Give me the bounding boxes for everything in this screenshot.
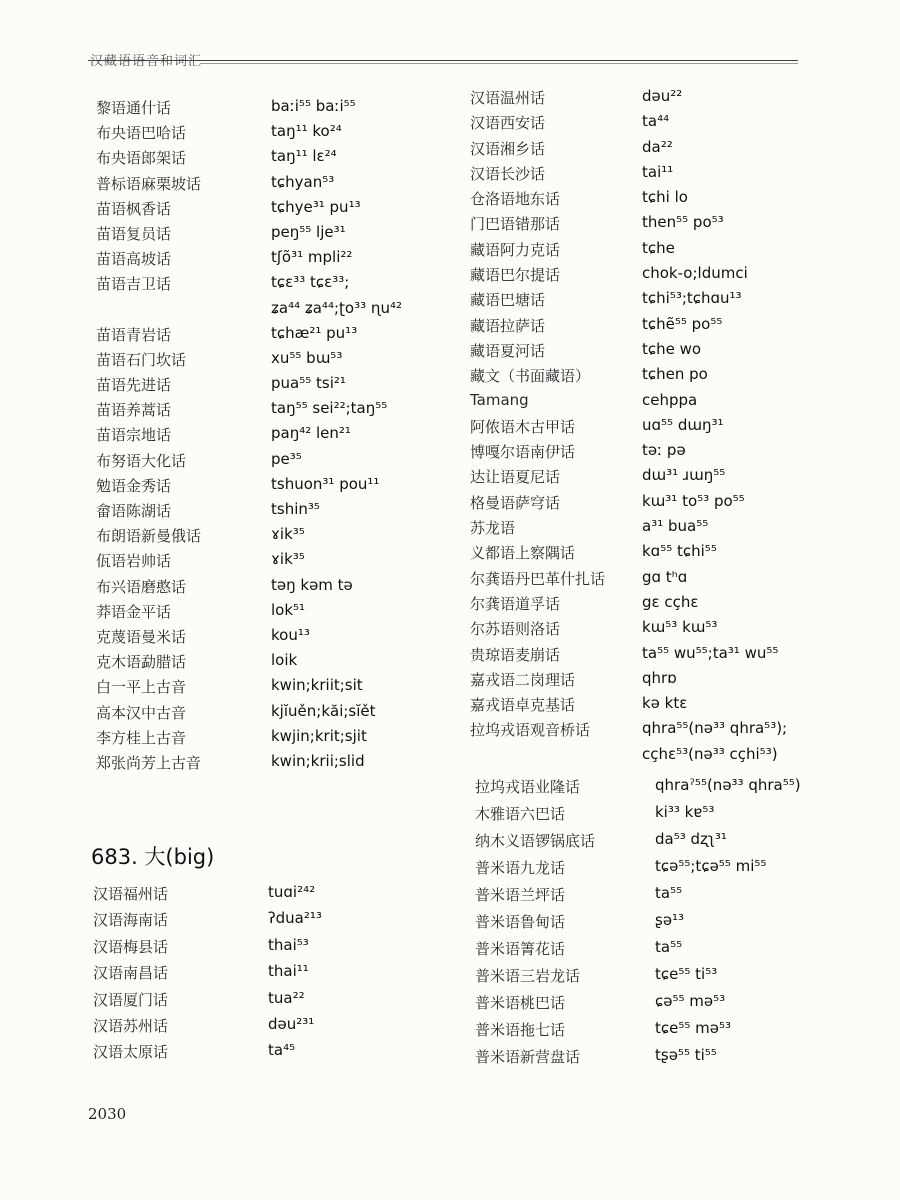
language-name: 普米语三岩龙话 (475, 967, 581, 985)
word-form: ki³³ kɐ⁵³ (655, 803, 715, 821)
entry-row (96, 450, 436, 475)
entry-row (470, 492, 850, 517)
word-form: taŋ⁵⁵ sei²²;taŋ⁵⁵ (271, 399, 388, 418)
entry-row (470, 517, 850, 542)
word-form: dɯ³¹ ɹɯŋ⁵⁵ (642, 466, 726, 485)
language-name: 博嘎尔语南伊话 (470, 443, 576, 462)
entry-row (475, 965, 855, 992)
entry-row (470, 188, 850, 213)
left-column-lower (93, 883, 433, 1068)
word-form: tɕhi lo (642, 188, 688, 207)
entry-row (475, 803, 855, 830)
language-name: 汉语福州话 (93, 885, 169, 903)
language-name: 仓洛语地东话 (470, 190, 561, 209)
language-name: 汉语湘乡话 (470, 139, 546, 158)
word-form: tɕhæ²¹ pu¹³ (271, 323, 358, 342)
entry-row (475, 884, 855, 911)
language-name: 普米语箐花话 (475, 940, 566, 958)
language-name: 尔龚语丹巴革什扎话 (470, 569, 606, 588)
word-form: ɕə⁵⁵ mə⁵³ (655, 992, 726, 1010)
language-name: 克木语勐腊话 (96, 653, 187, 672)
word-form: taŋ¹¹ ko²⁴ (271, 122, 342, 141)
entry-row (96, 173, 436, 198)
language-name: 汉语南昌话 (93, 964, 169, 983)
language-name: 畲语陈湖话 (96, 502, 172, 520)
language-name: 苏龙语 (470, 519, 516, 538)
word-form: tʂə⁵⁵ ti⁵⁵ (655, 1046, 717, 1064)
entry-row (475, 1019, 855, 1046)
entry-row (93, 962, 433, 988)
entry-row (470, 719, 850, 744)
header-rule-secondary (200, 63, 798, 64)
language-name: 苗语宗地话 (96, 426, 172, 445)
language-name: 藏文（书面藏语） (470, 367, 591, 386)
word-form: ta⁵⁵ wu⁵⁵;ta³¹ wu⁵⁵ (642, 643, 779, 662)
language-name: 布央语巴哈话 (96, 124, 187, 143)
entry-row (96, 299, 436, 324)
entry-row (96, 550, 436, 575)
entry-row (96, 399, 436, 424)
word-form: ta⁴⁴ (642, 112, 670, 131)
language-name: 嘉戎语二岗理话 (470, 670, 576, 689)
word-form: gɑ tʰɑ (642, 567, 688, 586)
entry-row (470, 669, 850, 694)
entry-row (96, 576, 436, 601)
word-form: taŋ¹¹ lɛ²⁴ (271, 147, 337, 166)
entry-row (470, 568, 850, 593)
language-name: 贵琼语麦崩话 (470, 645, 561, 664)
language-name: 普米语新营盘话 (475, 1048, 581, 1066)
word-form: tɕɛ³³ tɕɛ³³; (271, 273, 350, 292)
word-form: a³¹ bua⁵⁵ (642, 517, 709, 536)
language-name: 拉坞戎语观音桥话 (470, 721, 591, 740)
entry-row (96, 601, 436, 626)
word-form: təː pə (642, 441, 686, 460)
language-name: 普米语鲁甸话 (475, 913, 566, 931)
entry-row (96, 248, 436, 273)
word-form: tɕhye³¹ pu¹³ (271, 197, 361, 216)
entry-row (470, 289, 850, 314)
entry-row (93, 936, 433, 962)
language-name: 汉语苏州话 (93, 1016, 169, 1035)
page-number: 2030 (88, 1105, 127, 1123)
language-name: 纳木义语锣锅底话 (475, 832, 596, 850)
word-form: tuɑi²⁴² (268, 883, 316, 901)
language-name: 白一平上古音 (96, 678, 187, 697)
language-name: 苗语石门坎话 (96, 350, 187, 369)
entry-row (475, 857, 855, 884)
entry-row (96, 324, 436, 349)
word-form: ta⁴⁵ (268, 1041, 296, 1060)
word-form: ta⁵⁵ (655, 884, 683, 902)
word-form: qhraˀ⁵⁵(nə³³ qhra⁵⁵) (655, 776, 801, 794)
word-form: tɕhe (642, 238, 675, 257)
word-form: tɕhi⁵³;tɕhɑu¹³ (642, 289, 742, 308)
language-name: 苗语高坡话 (96, 250, 172, 269)
entry-row (470, 416, 850, 441)
language-name: 藏语巴塘话 (470, 291, 546, 310)
entry-row (470, 239, 850, 264)
language-name: 高本汉中古音 (96, 703, 187, 722)
word-form: dəu²³¹ (268, 1014, 315, 1033)
language-name: 藏语夏河话 (470, 341, 546, 360)
word-form: tai¹¹ (642, 162, 674, 181)
word-form: cçhɛ⁵³(nə³³ cçhi⁵³) (642, 744, 778, 763)
word-form: kɯ⁵³ kɯ⁵³ (642, 618, 718, 637)
entry-row (96, 500, 436, 525)
entry-row (470, 593, 850, 618)
word-form: tɕhe wo (642, 339, 702, 358)
entry-row (96, 702, 436, 727)
language-name: 格曼语萨穹话 (470, 493, 561, 512)
language-name: 苗语复员话 (96, 224, 172, 243)
word-form: paŋ⁴² len²¹ (271, 424, 351, 443)
entry-row (470, 340, 850, 365)
language-name: 普标语麻栗坡话 (96, 174, 202, 193)
word-form: tɕhyan⁵³ (271, 172, 335, 191)
right-column-lower (475, 776, 855, 1073)
language-name: 莽语金平话 (96, 602, 172, 621)
entry-row (470, 163, 850, 188)
entry-row (96, 198, 436, 223)
entry-row (470, 87, 850, 112)
language-name: 汉语太原话 (93, 1043, 169, 1062)
entry-row (96, 349, 436, 374)
entry-row (96, 374, 436, 399)
section-title: 683. 大(big) (91, 845, 215, 869)
language-name: 勉语金秀话 (96, 476, 172, 495)
word-form: kou¹³ (271, 625, 310, 644)
word-form: da⁵³ dʐʅ³¹ (655, 830, 727, 848)
entry-row (470, 138, 850, 163)
word-form: xu⁵⁵ bɯ⁵³ (271, 348, 343, 367)
entry-row (470, 618, 850, 643)
entry-row (96, 273, 436, 298)
language-name: 苗语先进话 (96, 376, 172, 395)
language-name: 普米语拖七话 (475, 1021, 566, 1039)
language-name: 门巴语错那话 (470, 215, 561, 234)
word-form: kwjin;krit;sjit (271, 726, 367, 745)
word-form: pe³⁵ (271, 449, 302, 468)
entry-row (470, 542, 850, 567)
word-form: cehppa (642, 390, 698, 409)
language-name: 汉语温州话 (470, 89, 546, 107)
entry-row (96, 122, 436, 147)
language-name: 拉坞戎语业隆话 (475, 778, 581, 796)
language-name: 义都语上察隅话 (470, 544, 576, 563)
word-form: kwin;krii;slid (271, 751, 365, 770)
entry-row (475, 776, 855, 803)
language-name: 藏语巴尔提话 (470, 266, 561, 285)
language-name: 黎语通什话 (96, 99, 172, 117)
word-form: təŋ kəm tə (271, 575, 353, 594)
entry-row (96, 147, 436, 172)
word-form: lok⁵¹ (271, 600, 306, 619)
word-form: kɯ³¹ to⁵³ po⁵⁵ (642, 491, 745, 510)
word-form: loik (271, 651, 298, 670)
word-form: tshin³⁵ (271, 500, 320, 518)
entry-row (93, 909, 433, 935)
right-column (470, 87, 850, 770)
entry-row (93, 989, 433, 1015)
language-name: 佤语岩帅话 (96, 552, 172, 571)
entry-row (96, 651, 436, 676)
language-name: 苗语吉卫话 (96, 275, 172, 294)
word-form: kwin;kriit;sit (271, 676, 363, 695)
word-form: ɤik³⁵ (271, 550, 305, 569)
entry-row (470, 745, 850, 770)
language-name: 苗语养蒿话 (96, 401, 172, 420)
word-form: tɕhẽ⁵⁵ po⁵⁵ (642, 314, 723, 333)
entry-row (96, 727, 436, 752)
entry-row (470, 112, 850, 137)
language-name: 普米语桃巴话 (475, 994, 566, 1012)
entry-row (96, 752, 436, 777)
word-form: ɤik³⁵ (271, 525, 305, 544)
entry-row (470, 441, 850, 466)
entry-row (96, 424, 436, 449)
language-name: 普米语兰坪话 (475, 886, 566, 904)
entry-row (96, 223, 436, 248)
language-name: 布央语郎架话 (96, 149, 187, 168)
entry-row (470, 466, 850, 491)
word-form: tɕe⁵⁵ ti⁵³ (655, 965, 718, 983)
language-name: 嘉戎语卓克基话 (470, 696, 576, 715)
word-form: kɑ⁵⁵ tɕhi⁵⁵ (642, 542, 717, 561)
language-name: 达让语夏尼话 (470, 468, 561, 487)
word-form: baːi⁵⁵ baːi⁵⁵ (271, 97, 356, 115)
entry-row (475, 911, 855, 938)
language-name: Tamang (470, 390, 529, 409)
word-form: tshuon³¹ pou¹¹ (271, 474, 380, 493)
language-name: 克蔑语曼米话 (96, 627, 187, 646)
word-form: tʃõ³¹ mpli²² (271, 248, 353, 267)
word-form: tɕe⁵⁵ mə⁵³ (655, 1019, 732, 1037)
language-name: 汉语海南话 (93, 911, 169, 930)
language-name: 苗语青岩话 (96, 325, 172, 344)
language-name: 尔龚语道孚话 (470, 594, 561, 613)
word-form: pua⁵⁵ tsi²¹ (271, 374, 346, 393)
word-form: ta⁵⁵ (655, 938, 683, 956)
word-form: qhra⁵⁵(nə³³ qhra⁵³); (642, 719, 788, 738)
word-form: da²² (642, 137, 673, 156)
entry-row (475, 1046, 855, 1073)
entry-row (475, 938, 855, 965)
language-name: 木雅语六巴话 (475, 805, 566, 823)
entry-row (93, 1041, 433, 1067)
entry-row (470, 391, 850, 416)
header-rule (88, 60, 798, 61)
word-form: ʑa⁴⁴ ʑa⁴⁴;ʈo³³ ɳu⁴² (271, 298, 403, 317)
word-form: gɛ cçhɛ (642, 592, 699, 611)
entry-row (96, 97, 436, 122)
entry-row (475, 830, 855, 857)
language-name: 汉语西安话 (470, 114, 546, 133)
word-form: chok-o;ldumci (642, 264, 748, 283)
language-name: 汉语长沙话 (470, 164, 546, 183)
word-form: then⁵⁵ po⁵³ (642, 213, 724, 232)
language-name: 郑张尚芳上古音 (96, 753, 202, 772)
entry-row (96, 525, 436, 550)
language-name: 藏语阿力克话 (470, 240, 561, 259)
language-name: 普米语九龙话 (475, 859, 566, 877)
language-name: 布兴语磨憨话 (96, 577, 187, 596)
word-form: tua²² (268, 988, 305, 1007)
left-column (96, 97, 436, 777)
language-name: 尔苏语则洛话 (470, 620, 561, 639)
word-form: thai¹¹ (268, 962, 309, 981)
word-form: dəu²² (642, 87, 683, 105)
word-form: uɑ⁵⁵ dɯŋ³¹ (642, 415, 724, 434)
word-form: tɕhen po (642, 365, 708, 384)
entry-row (93, 1015, 433, 1041)
entry-row (475, 992, 855, 1019)
word-form: qhrɒ (642, 668, 677, 687)
entry-row (93, 883, 433, 909)
word-form: tɕə⁵⁵;tɕə⁵⁵ mi⁵⁵ (655, 857, 767, 875)
entry-row (470, 315, 850, 340)
language-name: 布努语大化话 (96, 451, 187, 470)
word-form: ʔdua²¹³ (268, 909, 322, 928)
language-name: 李方桂上古音 (96, 728, 187, 747)
language-name: 汉语厦门话 (93, 990, 169, 1009)
entry-row (470, 694, 850, 719)
entry-row (470, 365, 850, 390)
language-name: 藏语拉萨话 (470, 316, 546, 335)
entry-row (96, 475, 436, 500)
language-name: 苗语枫香话 (96, 199, 172, 218)
running-head: 汉藏语语音和词汇 (90, 54, 203, 69)
language-name: 布朗语新曼俄话 (96, 527, 202, 546)
word-form: peŋ⁵⁵ lje³¹ (271, 222, 346, 241)
entry-row (470, 213, 850, 238)
word-form: kə ktɛ (642, 694, 688, 713)
word-form: thai⁵³ (268, 935, 309, 954)
entry-row (96, 676, 436, 701)
entry-row (470, 644, 850, 669)
language-name: 汉语梅县话 (93, 937, 169, 956)
language-name: 阿侬语木古甲话 (470, 417, 576, 436)
word-form: ʂə¹³ (655, 911, 685, 929)
entry-row (96, 626, 436, 651)
entry-row (470, 264, 850, 289)
word-form: kjĭuěn;kăi;sĭět (271, 701, 376, 720)
